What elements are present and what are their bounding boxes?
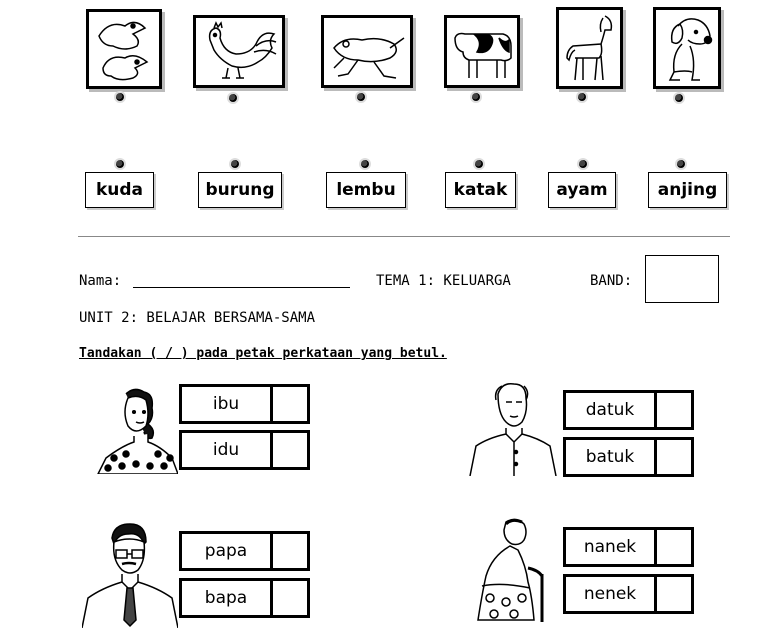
match-dot[interactable]	[677, 160, 685, 168]
grandmother-picture	[472, 516, 554, 624]
match-dot[interactable]	[578, 93, 586, 101]
old-man-picture	[466, 380, 558, 476]
band-box[interactable]	[645, 255, 719, 303]
picture-frog	[321, 15, 413, 88]
option-label: nenek	[566, 577, 657, 611]
instruction: Tandakan ( / ) pada petak perkataan yang betul.	[79, 346, 447, 361]
option-box	[179, 430, 310, 470]
picture-dog	[653, 7, 721, 89]
woman-picture	[92, 384, 178, 474]
word-box: katak	[445, 172, 516, 208]
name-label: Nama:	[79, 273, 122, 289]
option-box	[563, 574, 694, 614]
theme-title: TEMA 1: KELUARGA	[376, 273, 511, 289]
picture-bird	[86, 9, 162, 89]
option-box	[179, 531, 310, 571]
man-picture	[82, 520, 178, 628]
match-dot[interactable]	[361, 160, 369, 168]
option-box	[179, 384, 310, 424]
word-box: anjing	[648, 172, 727, 208]
option-label: papa	[182, 534, 273, 568]
grandmother-icon	[472, 516, 554, 624]
old-man-icon	[466, 380, 558, 476]
checkbox[interactable]	[273, 581, 307, 615]
word-box: kuda	[85, 172, 154, 208]
checkbox[interactable]	[273, 387, 307, 421]
woman-icon	[92, 384, 178, 474]
word-box: burung	[198, 172, 282, 208]
option-label: datuk	[566, 393, 657, 427]
bird-icon	[89, 12, 159, 86]
match-dot[interactable]	[116, 93, 124, 101]
cow-icon	[447, 18, 517, 85]
band-label: BAND:	[590, 273, 633, 289]
horse-icon	[559, 10, 620, 86]
checkbox[interactable]	[273, 534, 307, 568]
frog-icon	[324, 18, 410, 85]
option-label: bapa	[182, 581, 273, 615]
option-box	[563, 390, 694, 430]
option-box	[563, 527, 694, 567]
match-dot[interactable]	[472, 93, 480, 101]
match-dot[interactable]	[116, 160, 124, 168]
match-dot[interactable]	[675, 94, 683, 102]
dog-icon	[656, 10, 718, 86]
divider	[78, 236, 730, 237]
checkbox[interactable]	[657, 440, 691, 474]
checkbox[interactable]	[657, 577, 691, 611]
option-label: nanek	[566, 530, 657, 564]
picture-cow	[444, 15, 520, 88]
word-box: lembu	[326, 172, 406, 208]
option-box	[179, 578, 310, 618]
option-label: batuk	[566, 440, 657, 474]
option-box	[563, 437, 694, 477]
name-input-line[interactable]	[133, 287, 350, 288]
checkbox[interactable]	[273, 433, 307, 467]
checkbox[interactable]	[657, 393, 691, 427]
match-dot[interactable]	[475, 160, 483, 168]
match-dot[interactable]	[231, 160, 239, 168]
match-dot[interactable]	[229, 94, 237, 102]
match-dot[interactable]	[579, 160, 587, 168]
picture-rooster	[193, 15, 285, 88]
option-label: ibu	[182, 387, 273, 421]
word-box: ayam	[548, 172, 616, 208]
match-dot[interactable]	[357, 93, 365, 101]
unit-title: UNIT 2: BELAJAR BERSAMA-SAMA	[79, 310, 316, 326]
checkbox[interactable]	[657, 530, 691, 564]
picture-horse	[556, 7, 623, 89]
option-label: idu	[182, 433, 273, 467]
rooster-icon	[196, 18, 282, 85]
man-icon	[82, 520, 178, 628]
